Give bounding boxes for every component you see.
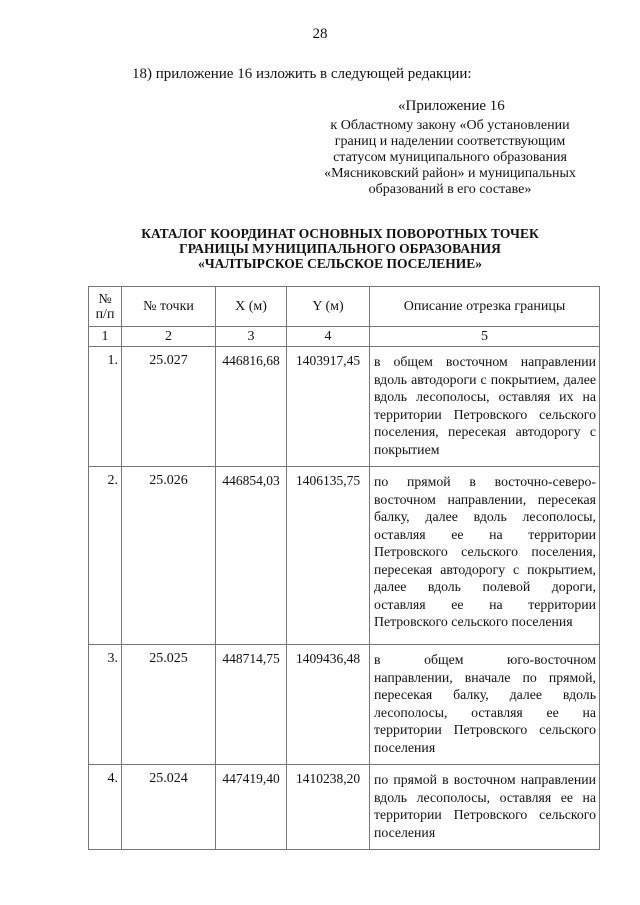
point-number: 25.024	[122, 765, 216, 850]
page-number: 28	[312, 26, 328, 42]
coord-y: 1410238,20	[287, 765, 370, 850]
point-number: 25.026	[122, 467, 216, 645]
table-row	[89, 347, 600, 467]
table-row	[89, 765, 600, 850]
catalog-title-line: ГРАНИЦЫ МУНИЦИПАЛЬНОГО ОБРАЗОВАНИЯ	[179, 241, 501, 256]
row-index: 4.	[89, 765, 122, 850]
table-row	[89, 645, 600, 765]
appendix-ref-line: границ и наделении соответствующим	[334, 134, 566, 149]
header-row-index-line1: №	[98, 291, 112, 307]
header-description: Описание отрезка границы	[370, 287, 600, 327]
coord-y: 1403917,45	[287, 347, 370, 467]
appendix-reference	[300, 118, 600, 198]
segment-description: в общем восточном направлении вдоль автодороги с покрытием, далее вдоль лесополосы, оставляя их на территории Петровского сельского поселения, пересекая автодорогу с покрытием	[370, 347, 600, 467]
appendix-ref-line: к Областному закону «Об установлении	[330, 118, 570, 133]
appendix-ref-line: образований в его составе»	[368, 182, 532, 197]
row-index: 3.	[89, 645, 122, 765]
coord-x: 448714,75	[216, 645, 287, 765]
column-number: 3	[216, 327, 287, 347]
table-row	[89, 467, 600, 645]
column-number: 2	[122, 327, 216, 347]
header-row-index-line2: п/п	[95, 306, 115, 322]
column-number: 5	[370, 327, 600, 347]
header-point-number: № точки	[122, 287, 216, 327]
column-number: 1	[89, 327, 122, 347]
row-index: 1.	[89, 347, 122, 467]
catalog-title	[40, 226, 640, 271]
coord-x: 446816,68	[216, 347, 287, 467]
coordinates-table	[88, 286, 600, 850]
header-x: X (м)	[216, 287, 287, 327]
table-header-row	[89, 287, 600, 327]
appendix-ref-line: статусом муниципального образования	[333, 150, 567, 165]
coord-y: 1409436,48	[287, 645, 370, 765]
catalog-title-line: КАТАЛОГ КООРДИНАТ ОСНОВНЫХ ПОВОРОТНЫХ ТОЧЕК	[141, 226, 539, 241]
segment-description: по прямой в восточном направлении вдоль лесополосы, оставляя ее на территории Петровского сельского поселения	[370, 765, 600, 850]
point-number: 25.027	[122, 347, 216, 467]
coord-x: 447419,40	[216, 765, 287, 850]
appendix-title: «Приложение 16	[398, 98, 505, 114]
header-row-index	[89, 287, 122, 327]
catalog-title-line: «ЧАЛТЫРСКОЕ СЕЛЬСКОЕ ПОСЕЛЕНИЕ»	[197, 256, 483, 271]
row-index: 2.	[89, 467, 122, 645]
coord-x: 446854,03	[216, 467, 287, 645]
coord-y: 1406135,75	[287, 467, 370, 645]
intro-text: 18) приложение 16 изложить в следующей редакции:	[132, 66, 472, 82]
header-y: Y (м)	[287, 287, 370, 327]
segment-description: по прямой в восточно-северо-восточном направлении, пересекая балку, далее вдоль лесополосы, оставляя ее на территории Петровского сельского поселения, пересекая автодорогу с покрытием, далее вдоль полевой дороги, оставляя ее на территории Петровского сельского поселения	[370, 467, 600, 645]
column-number-row	[89, 327, 600, 347]
column-number: 4	[287, 327, 370, 347]
segment-description: в общем юго-восточном направлении, вначале по прямой, пересекая балку, далее вдоль лесополосы, оставляя ее на территории Петровского сельского поселения	[370, 645, 600, 765]
appendix-ref-line: «Мясниковский район» и муниципальных	[324, 166, 576, 181]
point-number: 25.025	[122, 645, 216, 765]
